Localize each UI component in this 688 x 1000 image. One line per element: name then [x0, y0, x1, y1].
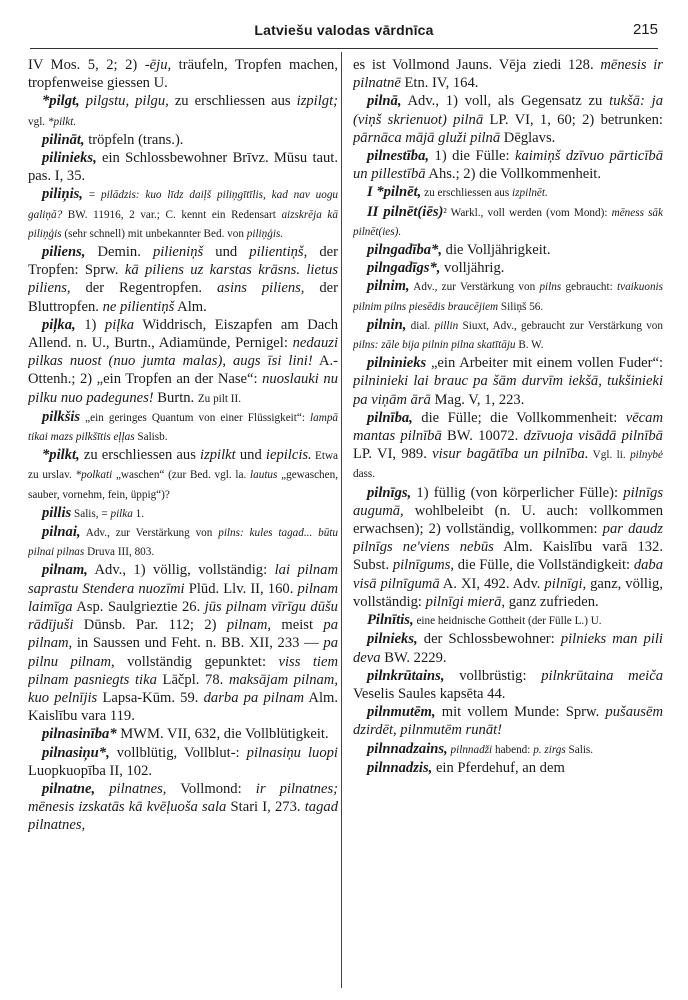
entry-text: A. XI, 492. Adv. [439, 575, 545, 592]
entry-text: B. W. [515, 339, 544, 352]
entry-text: pilādzis: kuo līdz daiļš piliņgītīlis, kad nav uogu galiņā? [28, 189, 338, 221]
entry-text: lampā tikai mazs pilkšītis eļļas [28, 411, 338, 444]
entry-headword: I *pilnēt, [367, 184, 422, 201]
entry-text: BW. 10072. [441, 428, 524, 445]
entry-text: kā piliens uz karstas krāsns. lietus piliens, [28, 262, 338, 297]
entry-headword: pilināt, [42, 131, 85, 148]
entry-headword: pilinieks, [42, 150, 97, 167]
page-number: 215 [632, 21, 658, 38]
entry-text: darba pa pilnam [203, 689, 305, 706]
page-header [30, 18, 658, 46]
entry-headword: *pilgt, [42, 93, 80, 110]
dictionary-entry [28, 185, 338, 243]
entry-text: Demin. [85, 244, 153, 261]
dictionary-entry [28, 316, 338, 408]
entry-text: in Saussen und Feht. n. BB. XII, 233 — [72, 635, 324, 652]
entry-text: Burtn. [153, 389, 198, 406]
entry-text: pilnam, [226, 617, 272, 634]
dictionary-entry [353, 759, 663, 777]
entry-text: pa pilnu pilnam, [28, 635, 338, 670]
dictionary-entry [353, 667, 663, 703]
entry-text: tröpfeln (trans.). [84, 131, 184, 148]
entry-text: der Schlossbewohner: [417, 631, 561, 648]
entry-text: -ēju, [144, 57, 172, 73]
entry-text: pilientiņš, [249, 244, 308, 261]
entry-headword: pilnīgs, [367, 484, 412, 501]
entry-text: viss tiem pilnam pasniegts tika [28, 653, 338, 688]
entry-text: es ist Vollmond Jauns. Vēja ziedi 128. [353, 57, 601, 73]
entry-headword: pilnatne, [42, 780, 96, 797]
entry-text: Adv., zur Verstärkung von [80, 527, 219, 540]
entry-text: 1) die Fülle: [429, 148, 516, 165]
entry-headword: pilninieks [367, 355, 427, 372]
entry-text: habend: [492, 743, 534, 756]
entry-text: pilns [539, 281, 562, 294]
entry-text: piliņģis. [246, 227, 284, 240]
entry-text: izpilgt; [296, 93, 338, 110]
entry-text: „waschen“ (zur Bed. vgl. la. [112, 469, 251, 482]
entry-text: pa pilnam, [28, 617, 338, 652]
entry-text: Etwa zu urslav. [28, 450, 338, 482]
dictionary-entry [28, 504, 338, 523]
entry-text: izpilnēt. [512, 187, 548, 200]
entry-text: mēnesis ir pilnatnē [353, 57, 663, 92]
entry-text: Dēglavs. [500, 129, 556, 146]
entry-text: zu erschliessen aus [421, 187, 513, 200]
entry-text: pilgstu, pilgu, [79, 93, 169, 110]
running-title: Latviešu valodas vārdnīca [254, 22, 434, 38]
entry-text: Siuxt, Adv., gebraucht zur Verstärkung von [458, 319, 663, 332]
entry-text: jūs pilnam vīrīgu dūšu rādījuši [28, 598, 338, 634]
entry-text: vollbrüstig: [444, 667, 542, 684]
entry-text: eine heidnische Gottheit (der Fülle L.) U. [413, 615, 602, 628]
entry-text: p. zirgs [533, 743, 566, 756]
entry-text: LP. VI, 1, 60; 2) betrunken: [483, 111, 663, 128]
entry-text: Zu pilt II. [197, 392, 242, 405]
entry-text: der Regentropfen. [70, 280, 217, 297]
entry-text: Stari I, 273. [226, 799, 305, 816]
dictionary-entry [353, 92, 663, 147]
dictionary-entry [353, 703, 663, 739]
entry-text: zu erschliessen aus [168, 93, 297, 110]
entry-text: Veselis Saules kapsēta 44. [353, 685, 506, 702]
dictionary-entry [28, 92, 338, 130]
entry-text: A.-Ottenh.; 2) „ein Tropfen an der Nase“: [28, 353, 338, 388]
entry-text: Vollmond: [166, 780, 256, 797]
entry-headword: pilnnadzains, [367, 740, 448, 757]
entry-text: pilns: kules tagad... būtu pilnai pilnas [28, 527, 338, 559]
entry-text: Druva III, 803. [84, 546, 155, 559]
entry-text: Lapsa-Kūm. 59. [97, 689, 204, 706]
entry-text: BW. 11916, 2 var.; C. kennt ein Redensart [62, 208, 282, 221]
dictionary-entry [28, 446, 338, 504]
entry-text: pilnīgi mierā, [425, 593, 506, 610]
entry-headword: pilnkrūtains, [367, 667, 445, 684]
entry-text: die Volljährigkeit. [442, 242, 551, 259]
entry-text: Luopkuopība II, 102. [28, 762, 153, 779]
entry-text: Widdrisch, Eiszapfen am Dach Allend. n. U., Burtn., Adiamünde, Pernigel: [28, 316, 338, 352]
entry-text: pilieniņš [152, 244, 204, 261]
entry-text: IV Mos. 5, 2; 2) [28, 57, 145, 73]
entry-text: pilnam laimīga [28, 580, 338, 615]
entry-text: (sehr schnell) mit unbekannter Bed. von [61, 227, 247, 240]
entry-text: Alm. Kaislību varā 132. Subst. [353, 539, 663, 574]
entry-text: pilnieks man pili deva [353, 631, 663, 666]
entry-text: Plūd. Llv. II, 160. [184, 580, 298, 597]
entry-headword: *pilkt, [42, 447, 80, 464]
entry-headword: pillis [42, 504, 72, 521]
dictionary-entry [28, 523, 338, 561]
dictionary-entry [28, 243, 338, 316]
entry-text: Asp. Saulgrieztie 26. [72, 598, 205, 615]
entry-text: pilnasiņu luopi [246, 744, 338, 761]
dictionary-entry [353, 203, 663, 241]
entry-text: = [82, 189, 101, 202]
entry-text: vēcam mantas pilnībā [353, 409, 663, 445]
entry-headword: pilnnadzis, [367, 759, 433, 776]
entry-text: lai pilnam saprastu Stendera nuozīmi [28, 562, 338, 597]
dictionary-entry [353, 259, 663, 277]
entry-text: Ahs.; 2) die Vollkommenheit. [425, 166, 601, 183]
entry-text: ir pilnatnes; mēnesis izskatās kā kvēļuoša sala [28, 780, 338, 816]
entry-text: nedauzi pilkas nuost (nuo jumta malas), augs īsi lini! [28, 335, 338, 370]
entry-text: par daudz pilnīgs ne'viens nebūs [353, 521, 663, 556]
entry-headword: piļka, [42, 316, 76, 333]
entry-headword: pilnestība, [367, 148, 430, 165]
entry-text: die Fülle; die Vollkommenheit: [412, 409, 626, 426]
entry-headword: pilnība, [367, 409, 413, 426]
entry-text: maksājam pilnam, kuo pelnījis [28, 671, 338, 706]
entry-text: Adv., 1) völlig, vollständig: [87, 562, 275, 579]
dictionary-entry [28, 408, 338, 446]
entry-text: asins piliens, [216, 280, 305, 297]
entry-text: mit vollem Munde: Sprw. [435, 704, 606, 721]
entry-text: vollblütig, Vollblut-: [109, 744, 247, 761]
entry-text: Salis, = [71, 507, 111, 520]
entry-text: mēness sāk pilnēt(ies). [353, 206, 663, 238]
entry-text: Siliņš 56. [498, 300, 544, 313]
entry-text: *polkati [75, 469, 113, 482]
entry-text: pilninieki lai brauc pa šām durvīm iekšā, tukšinieki pa viņām ārā [353, 373, 663, 408]
entry-text: izpilkt [200, 447, 236, 464]
entry-text: ganz, völlig, vollständig: [353, 575, 663, 610]
entry-text: pušausēm dzirdēt, pilnmutēm runāt! [353, 704, 663, 739]
entry-text: Alm. Kaislību vara 119. [28, 689, 338, 725]
entry-text: BW. 2229. [380, 649, 447, 666]
entry-headword: pilnieks, [367, 631, 418, 648]
entry-text: pilnatnes, [109, 780, 167, 797]
entry-text: 1) füllig (von körperlicher Fülle): [411, 484, 624, 501]
entry-headword: pilnin, [367, 316, 407, 333]
entry-text: LP. VI, 989. [353, 446, 433, 463]
left-column [28, 56, 338, 986]
dictionary-entry [353, 56, 663, 92]
dictionary-entry [353, 484, 663, 611]
entry-headword: pilnasiņu*, [42, 744, 110, 761]
entry-text: meist [271, 617, 324, 634]
entry-text: aizskrēja kā piliņģis [28, 208, 338, 240]
entry-text: „ein geringes Quantum von einer Flüssigkeit“: [80, 411, 311, 424]
dictionary-entry [353, 354, 663, 409]
entry-headword: pilnai, [42, 524, 81, 541]
entry-text: Salis. [565, 743, 594, 756]
dictionary-entry [28, 56, 338, 92]
entry-text: ganz zufrieden. [505, 593, 599, 610]
entry-text [95, 781, 109, 797]
entry-text: pilnīgs augumā, [353, 484, 663, 519]
entry-text: der Bluttropfen. [28, 280, 338, 315]
entry-headword: pilnam, [42, 562, 88, 579]
entry-text: der Tropfen: Sprw. [28, 244, 338, 279]
entry-text: pilnnadži [450, 743, 493, 756]
entry-text: *pilkt. [47, 115, 77, 128]
entry-text: tvaikuonis pilnim pilns piesēdis braucējiem [353, 281, 663, 313]
entry-text: tagad pilnatnes, [28, 799, 338, 834]
entry-text: daba visā pilnīgumā [353, 557, 663, 592]
entry-text: „ein Arbeiter mit einem vollen Fuder“: [426, 355, 663, 372]
entry-headword: pilnā, [367, 93, 402, 110]
entry-headword: Pilnītis, [367, 612, 414, 629]
entry-text: Vgl. li. [588, 449, 631, 462]
dictionary-entry [353, 241, 663, 259]
entry-text: wohlbeleibt (n. U. auch: vollkommen erwachsen); 2) vollständig, vollkommen: [353, 502, 663, 538]
entry-text: ein Pferdehuf, an dem [432, 759, 565, 776]
entry-text: lautus [250, 469, 278, 482]
entry-text: pārnāca mājā gluži pilnā [353, 129, 501, 146]
entry-text: pilka [110, 507, 133, 520]
dictionary-entry [353, 277, 663, 315]
entry-text: ein Schlossbewohner Brīvz. Mūsu taut. pas. I, 35. [28, 150, 338, 185]
entry-text: Adv., zur Verstärkung von [409, 281, 540, 294]
entry-text: piļka [104, 316, 135, 333]
entry-text: 1) [75, 316, 105, 333]
entry-text: zu erschliessen aus [79, 447, 201, 464]
dictionary-entry [353, 630, 663, 666]
entry-text: vgl. [28, 115, 48, 128]
entry-headword: II pilnēt(iēs) [367, 203, 444, 220]
entry-text: nuoslauki nu pilku nuo padegunes! [28, 371, 338, 406]
entry-text: pilns: zāle bija pilnin pilna skatītāju [353, 339, 516, 352]
entry-text: die Fülle, die Vollständigkeit: [454, 557, 634, 574]
dictionary-entry [28, 725, 338, 743]
entry-headword: piliņis, [42, 186, 83, 203]
dictionary-entry [353, 740, 663, 759]
entry-text: tukšā: ja (viņš skrienuot) pilnā [353, 93, 663, 128]
entry-text: „gewaschen, sauber, vornehm, fein, üppig“)? [28, 469, 338, 501]
entry-text: dial. [406, 319, 435, 332]
entry-text: Etn. IV, 164. [400, 75, 479, 92]
entry-text: dass. [353, 468, 376, 481]
entry-text: und [203, 244, 250, 261]
entry-headword: piliens, [42, 244, 86, 261]
entry-headword: pilngadība*, [367, 242, 443, 259]
entry-text: dzīvuoja visādā pilnībā [523, 428, 663, 445]
entry-text: pilnīgi, [544, 575, 587, 592]
entry-text: ² Warkl., voll werden (vom Mond): [443, 206, 612, 219]
entry-text: Mag. V, 1, 223. [430, 391, 525, 408]
entry-text: ne pilientiņš [102, 298, 175, 315]
entry-text: volljährig. [440, 260, 505, 277]
entry-headword: pilkšis [42, 408, 81, 425]
dictionary-entry [353, 409, 663, 484]
dictionary-entry [28, 561, 338, 725]
entry-text: Dūnsb. Par. 112; 2) [73, 617, 227, 634]
dictionary-entry [28, 744, 338, 780]
entry-text: Alm. [174, 298, 207, 315]
header-rule [30, 48, 658, 49]
dictionary-entry [353, 611, 663, 630]
dictionary-entry [28, 131, 338, 149]
entry-text: pilnīgums, [392, 557, 455, 574]
entry-text: pillin [434, 319, 459, 332]
right-column [353, 56, 663, 986]
entry-text: gebraucht: [561, 281, 618, 294]
entry-headword: pilnmutēm, [367, 704, 436, 721]
entry-text: und [235, 447, 266, 464]
entry-text: visur bagātība un pilnība. [432, 446, 589, 463]
entry-text: vollständig gepunktet: [114, 653, 279, 670]
entry-text: Salisb. [134, 431, 168, 444]
entry-headword: pilnasinība* [42, 726, 117, 743]
entry-text: Lāčpl. 78. [156, 671, 229, 688]
dictionary-entry [353, 316, 663, 354]
entry-headword: pilnim, [367, 278, 410, 295]
entry-headword: pilngadīgs*, [367, 260, 441, 277]
entry-text: MWM. VII, 632, die Vollblütigkeit. [116, 726, 329, 743]
entry-text: 1. [132, 507, 145, 520]
entry-text: iepilcis. [265, 447, 312, 464]
dictionary-entry [28, 780, 338, 835]
entry-text: Adv., 1) voll, als Gegensatz zu [401, 93, 610, 110]
entry-text: pilnybė [630, 449, 663, 462]
entry-text: träufeln, Tropfen machen, tropfenweise giessen U. [28, 57, 338, 92]
column-divider [341, 52, 342, 988]
entry-text: kaimiņš dzīvuo pārticībā un pillestībā [353, 148, 663, 183]
dictionary-entry [353, 183, 663, 202]
entry-text: pilnkrūtaina meiča [541, 667, 663, 684]
dictionary-entry [28, 149, 338, 185]
dictionary-entry [353, 147, 663, 183]
